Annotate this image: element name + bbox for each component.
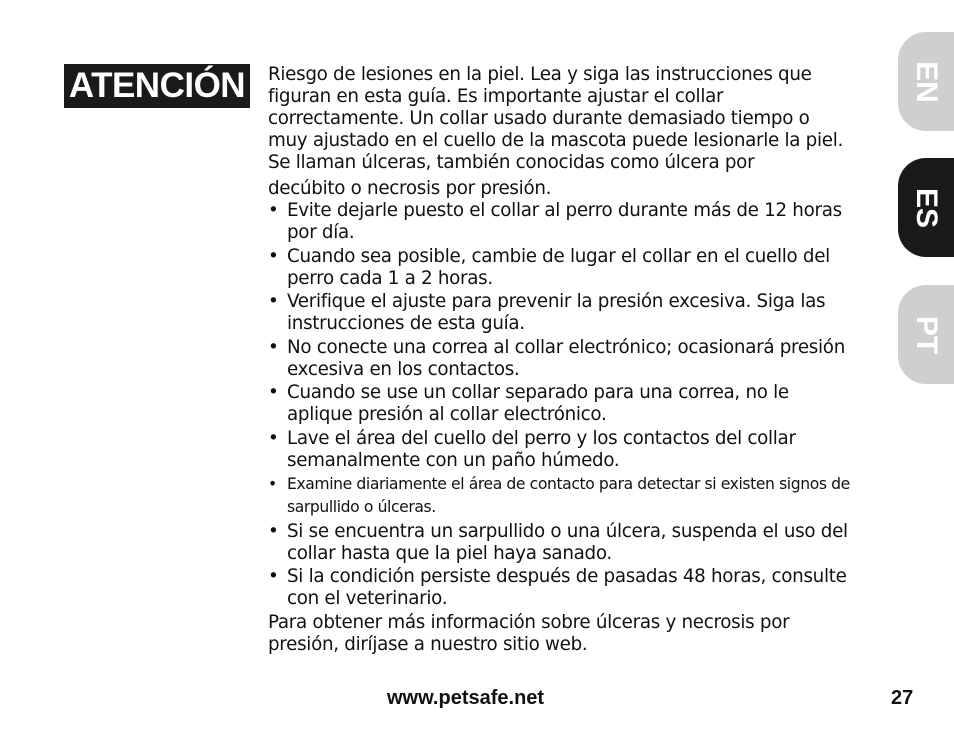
- intro-paragraph: Riesgo de lesiones en la piel. Lea y siga las instrucciones que figuran en esta guía. Es importante ajustar el collar correctamente. Un collar usado durante demasiado tiempo o muy ajustado en el cuello de la mascota puede lesionarle la piel. Se llaman úlceras, también conocidas como úlcera por: [268, 64, 843, 173]
- intro-paragraph-tail: decúbito o necrosis por presión.: [268, 178, 552, 199]
- bullet-icon: •: [268, 200, 279, 221]
- bullet-icon: •: [268, 245, 279, 267]
- list-item-text: Cuando se use un collar separado para una correa, no le aplique presión al collar electrónico.: [287, 382, 789, 425]
- list-item-text: Cuando sea posible, cambie de lugar el collar en el cuello del perro cada 1 a 2 horas.: [287, 245, 830, 289]
- bullet-icon: •: [268, 566, 279, 587]
- bullet-icon: •: [268, 427, 279, 449]
- list-item: [268, 200, 850, 244]
- list-item-text: Si se encuentra un sarpullido o una úlcera, suspenda el uso del collar hasta que la piel haya sanado.: [287, 520, 848, 564]
- list-item: [268, 382, 850, 426]
- list-item-text: Evite dejarle puesto el collar al perro durante más de 12 horas por día.: [287, 200, 842, 243]
- list-item: [268, 521, 850, 565]
- tab-language-es[interactable]: [898, 158, 954, 257]
- list-item: [268, 473, 850, 519]
- closing-paragraph: Para obtener más información sobre úlceras y necrosis por presión, diríjase a nuestro sitio web.: [268, 611, 790, 655]
- list-item-text: Lave el área del cuello del perro y los contactos del collar semanalmente con un paño húmedo.: [287, 427, 796, 471]
- list-item-text: Verifique el ajuste para prevenir la presión excesiva. Siga las instrucciones de esta guía.: [287, 291, 826, 334]
- bullet-icon: •: [268, 382, 279, 403]
- warning-label: ATENCIÓN: [64, 64, 250, 108]
- bullet-icon: •: [268, 475, 277, 493]
- precautions-list: [268, 200, 850, 610]
- bullet-icon: •: [268, 336, 279, 358]
- list-item: [268, 566, 850, 610]
- list-item: [268, 246, 850, 290]
- list-item-text: Examine diariamente el área de contacto para detectar si existen signos de sarpullido o úlceras.: [287, 475, 850, 516]
- tab-label-es: ES: [910, 187, 943, 228]
- website-link[interactable]: www.petsafe.net: [387, 687, 545, 709]
- list-item: [268, 337, 850, 381]
- bullet-icon: •: [268, 520, 279, 542]
- bullet-icon: •: [268, 291, 279, 312]
- content-body: [268, 64, 850, 656]
- list-item-text: No conecte una correa al collar electrónico; ocasionará presión excesiva en los contactos.: [287, 336, 845, 380]
- tab-label-en: EN: [910, 60, 943, 103]
- tab-language-en[interactable]: [898, 32, 954, 131]
- list-item-text: Si la condición persiste después de pasadas 48 horas, consulte con el veterinario.: [287, 566, 847, 609]
- tab-language-pt[interactable]: [898, 285, 954, 384]
- tab-label-pt: PT: [910, 315, 943, 354]
- list-item: [268, 428, 850, 472]
- list-item: [268, 291, 850, 335]
- page-number: 27: [891, 687, 914, 709]
